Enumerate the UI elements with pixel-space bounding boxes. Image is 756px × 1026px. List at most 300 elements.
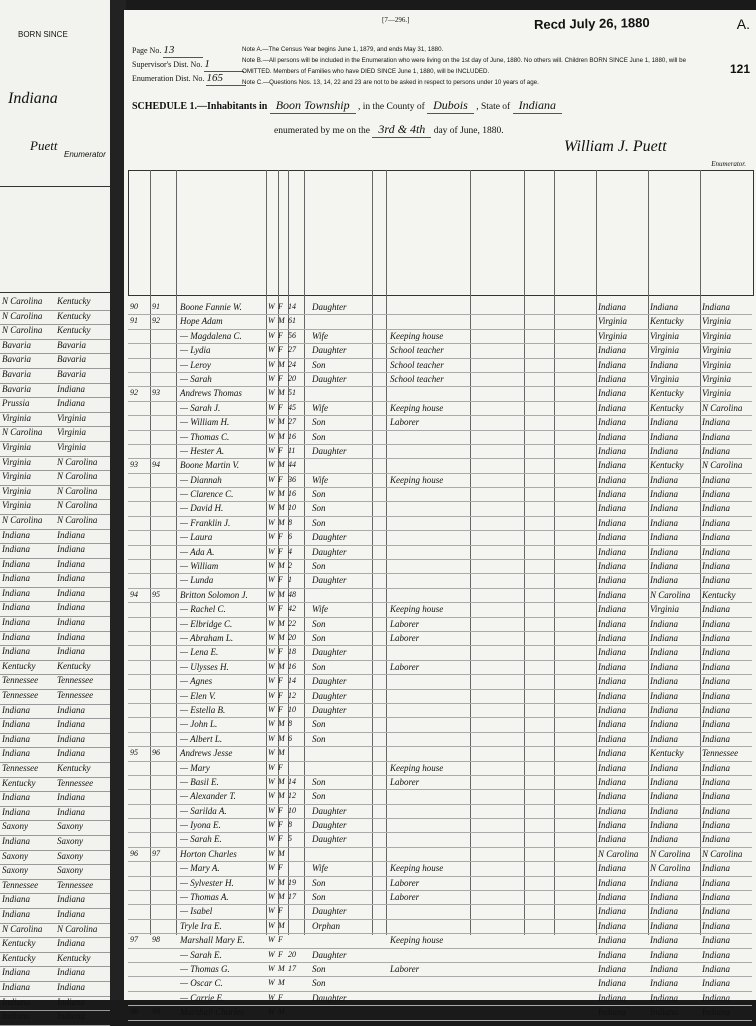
color: W	[268, 373, 275, 383]
family-number: 92	[152, 316, 160, 326]
person-name: Britton Solomon J.	[180, 589, 248, 600]
left-row	[0, 602, 110, 617]
column-header-block	[128, 170, 754, 296]
mother-birthplace: Indiana	[702, 604, 730, 615]
occupation: School teacher	[390, 345, 444, 356]
mother-birthplace: Virginia	[702, 388, 731, 399]
note-b: Note B.—All persons will be included in the Enumeration who were living on the 1st day of June, 1880. No others will. Children BORN SINCE June 1, 1880, will be OMITTED. Members of Families who have DIED SINCE June 1, 1880, will be INCLUDED.	[242, 57, 687, 75]
color: W	[268, 935, 275, 945]
person-name: — Lydia	[180, 345, 211, 356]
sex: M	[278, 632, 285, 642]
birthplace: Indiana	[598, 460, 626, 471]
left-father-birthplace: Virginia	[2, 441, 31, 452]
birthplace: Indiana	[598, 503, 626, 514]
left-mother-birthplace: Indiana	[57, 792, 85, 803]
father-birthplace: Indiana	[650, 489, 678, 500]
left-father-birthplace: Kentucky	[2, 938, 36, 949]
age: 24	[288, 359, 296, 369]
person-name: — Thomas C.	[180, 431, 230, 442]
relationship: Wife	[312, 604, 328, 615]
relationship: Daughter	[312, 805, 347, 816]
relationship: Son	[312, 877, 326, 888]
table-row	[128, 762, 752, 776]
relationship: Daughter	[312, 647, 347, 658]
left-mother-birthplace: Indiana	[57, 544, 85, 555]
left-mother-birthplace: Indiana	[57, 1011, 85, 1022]
mother-birthplace: Indiana	[702, 877, 730, 888]
left-father-birthplace: Indiana	[2, 544, 30, 555]
mother-birthplace: Indiana	[702, 704, 730, 715]
sex: M	[278, 561, 285, 571]
table-row	[128, 632, 752, 646]
left-row	[0, 719, 110, 734]
father-birthplace: Indiana	[650, 417, 678, 428]
mother-birthplace: N Carolina	[702, 460, 743, 471]
person-name: — Albert L.	[180, 733, 223, 744]
relationship: Daughter	[312, 834, 347, 845]
mother-birthplace: Indiana	[702, 618, 730, 629]
left-father-birthplace: Indiana	[2, 967, 30, 978]
left-row	[0, 880, 110, 895]
person-name: — Sarah E.	[180, 834, 222, 845]
age: 6	[288, 532, 292, 542]
color: W	[268, 676, 275, 686]
left-mother-birthplace: Kentucky	[57, 763, 91, 773]
left-father-birthplace: N Carolina	[2, 296, 43, 306]
person-name: — Sarah J.	[180, 402, 221, 413]
sex: M	[278, 877, 285, 887]
left-row	[0, 398, 110, 413]
occupation: Keeping house	[390, 762, 444, 773]
relationship: Orphan	[312, 920, 341, 931]
birthplace: Indiana	[598, 647, 626, 658]
father-birthplace: Virginia	[650, 345, 679, 356]
left-row	[0, 924, 110, 939]
left-mother-birthplace: Bavaria	[57, 368, 86, 379]
age: 14	[288, 302, 296, 311]
table-row	[128, 459, 752, 473]
relationship: Daughter	[312, 690, 347, 701]
enumerator-label: Enumerator.	[711, 160, 746, 168]
mother-birthplace: Indiana	[702, 546, 730, 557]
person-name: — Isabel	[180, 906, 213, 917]
table-row	[128, 359, 752, 373]
relationship: Daughter	[312, 302, 347, 312]
age: 16	[288, 489, 296, 499]
birthplace: Indiana	[598, 489, 626, 500]
relationship: Son	[312, 618, 326, 629]
sex: F	[278, 834, 283, 844]
left-column-header	[0, 186, 110, 293]
age: 2	[288, 561, 292, 571]
mother-birthplace: Indiana	[702, 935, 730, 946]
color: W	[268, 489, 275, 499]
age: 10	[288, 503, 296, 513]
left-rows	[0, 296, 110, 1026]
left-row	[0, 588, 110, 603]
occupation: Keeping house	[390, 474, 444, 485]
left-mother-birthplace: Indiana	[57, 967, 85, 978]
occupation: Laborer	[390, 417, 420, 428]
color: W	[268, 632, 275, 642]
mother-birthplace: N Carolina	[702, 848, 743, 859]
color: W	[268, 618, 275, 628]
table-row	[128, 517, 752, 531]
page-no-label: Page No.	[132, 46, 162, 55]
relationship: Son	[312, 719, 326, 730]
person-name: — Iyona E.	[180, 820, 221, 831]
dwelling-number: 96	[130, 848, 138, 858]
table-row	[128, 862, 752, 876]
relationship: Wife	[312, 863, 328, 874]
left-row	[0, 369, 110, 384]
table-row	[128, 992, 752, 1006]
sex: F	[278, 445, 283, 455]
left-father-birthplace: Indiana	[2, 573, 30, 584]
mother-birthplace: Indiana	[702, 417, 730, 428]
left-row	[0, 763, 110, 778]
left-father-birthplace: Indiana	[2, 558, 30, 569]
table-row	[128, 344, 752, 358]
relationship: Son	[312, 431, 326, 442]
mother-birthplace: Indiana	[702, 791, 730, 802]
left-row	[0, 340, 110, 355]
family-number: 91	[152, 302, 160, 311]
age: 56	[288, 330, 296, 340]
relationship: Daughter	[312, 445, 347, 456]
person-name: — Franklin J.	[180, 517, 231, 528]
color: W	[268, 848, 275, 858]
age: 51	[288, 388, 296, 398]
age: 16	[288, 661, 296, 671]
person-name: — Elbridge C.	[180, 618, 233, 629]
birthplace: Indiana	[598, 920, 626, 931]
birthplace: Indiana	[598, 748, 626, 759]
age: 6	[288, 733, 292, 743]
note-c: Note C.—Questions Nos. 13, 14, 22 and 23 are not to be asked in respect to persons under 10 years of age.	[242, 79, 539, 86]
relationship: Son	[312, 661, 326, 672]
left-mother-birthplace: Kentucky	[57, 952, 91, 963]
family-number: 96	[152, 748, 160, 758]
left-row	[0, 938, 110, 953]
relationship: Son	[312, 978, 326, 989]
mother-birthplace: Indiana	[702, 892, 730, 903]
relationship: Daughter	[312, 992, 347, 1003]
person-name: Tryle Ira E.	[180, 920, 222, 931]
color: W	[268, 892, 275, 902]
age: 44	[288, 460, 296, 470]
birthplace: Indiana	[598, 618, 626, 629]
birthplace: Indiana	[598, 604, 626, 615]
mother-birthplace: Indiana	[702, 647, 730, 658]
father-birthplace: Indiana	[650, 359, 678, 370]
color: W	[268, 805, 275, 815]
left-father-birthplace: Indiana	[2, 617, 30, 628]
mother-birthplace: Indiana	[702, 805, 730, 816]
left-mother-birthplace: N Carolina	[57, 485, 98, 496]
father-birthplace: Indiana	[650, 431, 678, 442]
left-row	[0, 705, 110, 720]
relationship: Daughter	[312, 676, 347, 687]
person-name: — Mary A.	[180, 863, 220, 874]
birthplace: Indiana	[598, 546, 626, 557]
left-mother-birthplace: Tennessee	[57, 690, 94, 701]
left-row	[0, 515, 110, 530]
dwelling-number: 91	[130, 316, 138, 326]
received-stamp: Recd July 26, 1880	[533, 14, 650, 33]
person-name: — Ada A.	[180, 546, 215, 557]
table-row	[128, 402, 752, 416]
birthplace: Indiana	[598, 733, 626, 744]
color: W	[268, 863, 275, 873]
father-birthplace: Indiana	[650, 561, 678, 572]
relationship: Son	[312, 489, 326, 500]
person-name: — Clarence C.	[180, 489, 234, 500]
table-row	[128, 733, 752, 747]
table-row	[128, 445, 752, 459]
left-father-birthplace: Tennessee	[2, 690, 39, 701]
mother-birthplace: Indiana	[702, 575, 730, 586]
person-name: — David H.	[180, 503, 224, 514]
table-row	[128, 488, 752, 502]
color: W	[268, 460, 275, 470]
left-father-birthplace: Saxony	[2, 821, 28, 832]
table-row	[128, 618, 752, 632]
relationship: Son	[312, 503, 326, 514]
relationship: Son	[312, 417, 326, 428]
age: 45	[288, 402, 296, 412]
left-mother-birthplace: Indiana	[57, 573, 85, 584]
father-birthplace: Indiana	[650, 992, 678, 1003]
person-name: — Ulysses H.	[180, 661, 229, 672]
left-mother-birthplace: Indiana	[57, 646, 85, 657]
census-page	[124, 10, 756, 1018]
left-mother-birthplace: Indiana	[57, 733, 85, 744]
left-mother-birthplace: Indiana	[57, 806, 85, 817]
color: W	[268, 546, 275, 556]
sex: M	[278, 748, 285, 758]
father-birthplace: Virginia	[650, 604, 679, 615]
sex: F	[278, 863, 283, 873]
age: 27	[288, 417, 296, 427]
age: 8	[288, 719, 292, 729]
county-label: , in the County of	[358, 102, 425, 112]
left-father-birthplace: Indiana	[2, 908, 30, 919]
age: 10	[288, 805, 296, 815]
supervisor-value: 1	[204, 58, 244, 72]
father-birthplace: Indiana	[650, 776, 678, 787]
father-birthplace: N Carolina	[650, 863, 691, 874]
corner-letter: A.	[736, 16, 750, 32]
age: 1	[288, 575, 292, 585]
table-row	[128, 776, 752, 790]
color: W	[268, 561, 275, 571]
left-father-birthplace: Indiana	[2, 981, 30, 992]
left-father-birthplace: Tennessee	[2, 879, 39, 890]
table-row	[128, 833, 752, 847]
left-father-birthplace: Kentucky	[2, 952, 36, 963]
state-value: Indiana	[513, 98, 562, 114]
table-row	[128, 531, 752, 545]
left-father-birthplace: Indiana	[2, 835, 30, 846]
relationship: Daughter	[312, 575, 347, 586]
color: W	[268, 762, 275, 772]
left-mother-birthplace: Tennessee	[57, 879, 94, 890]
county-value: Dubois	[427, 98, 474, 114]
mother-birthplace: Kentucky	[702, 589, 736, 600]
left-mother-birthplace: Indiana	[57, 996, 85, 1007]
mother-birthplace: Indiana	[702, 963, 730, 974]
table-row	[128, 387, 752, 401]
left-row	[0, 442, 110, 457]
left-mother-birthplace: N Carolina	[57, 500, 98, 511]
color: W	[268, 402, 275, 412]
birthplace: Indiana	[598, 417, 626, 428]
left-father-birthplace: Bavaria	[2, 339, 31, 350]
enumerated-line	[274, 122, 504, 138]
mother-birthplace: Indiana	[702, 489, 730, 500]
person-name: — Mary	[180, 762, 210, 773]
table-row	[128, 977, 752, 991]
birthplace: Indiana	[598, 906, 626, 917]
left-mother-birthplace: Indiana	[57, 383, 85, 394]
table-row	[128, 704, 752, 718]
mother-birthplace: Indiana	[702, 820, 730, 831]
left-father-birthplace: Indiana	[2, 646, 30, 657]
person-name: Marshall Charles	[180, 1007, 244, 1018]
mother-birthplace: Indiana	[702, 302, 730, 312]
color: W	[268, 963, 275, 973]
table-row	[128, 877, 752, 891]
sex: F	[278, 604, 283, 614]
table-row	[128, 718, 752, 732]
top-reference: [7—296.]	[382, 16, 410, 24]
father-birthplace: Indiana	[650, 949, 678, 960]
person-name: — Sarah	[180, 373, 212, 384]
table-row	[128, 934, 752, 948]
occupation: Laborer	[390, 776, 420, 787]
person-name: Horton Charles	[180, 848, 237, 859]
sex: M	[278, 963, 285, 973]
mother-birthplace: Indiana	[702, 920, 730, 931]
left-mother-birthplace: Indiana	[57, 981, 85, 992]
family-number: 98	[152, 935, 160, 945]
left-row	[0, 530, 110, 545]
left-row	[0, 1011, 110, 1026]
left-row	[0, 384, 110, 399]
table-row	[128, 646, 752, 660]
left-mother-birthplace: Indiana	[57, 602, 85, 613]
person-name: — Diannah	[180, 474, 222, 485]
father-birthplace: Indiana	[650, 704, 678, 715]
age: 8	[288, 820, 292, 830]
relationship: Daughter	[312, 949, 347, 960]
age: 17	[288, 892, 296, 902]
table-row	[128, 747, 752, 761]
birthplace: Indiana	[598, 517, 626, 528]
left-row	[0, 894, 110, 909]
father-birthplace: Kentucky	[650, 460, 684, 471]
mother-birthplace: Indiana	[702, 661, 730, 672]
father-birthplace: Indiana	[650, 661, 678, 672]
left-father-birthplace: Bavaria	[2, 368, 31, 379]
occupation: Keeping house	[390, 402, 444, 413]
enumerated-label: enumerated by me on the	[274, 126, 371, 136]
person-name: — William	[180, 561, 219, 572]
sex: M	[278, 589, 285, 599]
birthplace: Indiana	[598, 302, 626, 312]
age: 20	[288, 949, 296, 959]
birthplace: Indiana	[598, 690, 626, 701]
dwelling-number: 95	[130, 748, 138, 758]
birthplace: Indiana	[598, 1007, 626, 1018]
birthplace: N Carolina	[598, 848, 639, 859]
father-birthplace: Indiana	[650, 690, 678, 701]
mother-birthplace: Indiana	[702, 776, 730, 787]
color: W	[268, 445, 275, 455]
occupation: School teacher	[390, 373, 444, 384]
left-mother-birthplace: Indiana	[57, 587, 85, 598]
color: W	[268, 820, 275, 830]
person-name: — Lunda	[180, 575, 214, 586]
left-enumerator-label: Enumerator	[64, 150, 106, 159]
sex: F	[278, 402, 283, 412]
sex: F	[278, 647, 283, 657]
relationship: Son	[312, 963, 326, 974]
relationship: Daughter	[312, 820, 347, 831]
table-row	[128, 474, 752, 488]
person-name: — William H.	[180, 417, 230, 428]
father-birthplace: Indiana	[650, 647, 678, 658]
age: 22	[288, 618, 296, 628]
left-mother-birthplace: Saxony	[57, 865, 83, 876]
occupation: Laborer	[390, 877, 420, 888]
father-birthplace: N Carolina	[650, 848, 691, 859]
birthplace: Indiana	[598, 561, 626, 572]
person-name: — Hester A.	[180, 445, 225, 456]
color: W	[268, 316, 275, 326]
sex: M	[278, 920, 285, 930]
occupation: Laborer	[390, 963, 420, 974]
left-father-birthplace: Indiana	[2, 587, 30, 598]
mother-birthplace: Indiana	[702, 733, 730, 744]
left-row	[0, 675, 110, 690]
enum-district-label: Enumeration Dist. No.	[132, 74, 205, 83]
left-father-birthplace: Indiana	[2, 996, 30, 1007]
left-father-birthplace: Bavaria	[2, 383, 31, 394]
family-number: 93	[152, 388, 160, 398]
sex: F	[278, 704, 283, 714]
sex: M	[278, 618, 285, 628]
occupation: Laborer	[390, 892, 420, 903]
left-mother-birthplace: Indiana	[57, 558, 85, 569]
mother-birthplace: Indiana	[702, 834, 730, 845]
relationship: Son	[312, 632, 326, 643]
left-row	[0, 997, 110, 1012]
left-page-strip	[0, 0, 110, 1022]
age: 12	[288, 690, 296, 700]
sex: F	[278, 949, 283, 959]
left-row	[0, 953, 110, 968]
left-father-birthplace: Indiana	[2, 748, 30, 759]
person-name: — Leroy	[180, 359, 211, 370]
color: W	[268, 532, 275, 542]
color: W	[268, 417, 275, 427]
color: W	[268, 920, 275, 930]
age: 14	[288, 676, 296, 686]
father-birthplace: Indiana	[650, 618, 678, 629]
color: W	[268, 431, 275, 441]
